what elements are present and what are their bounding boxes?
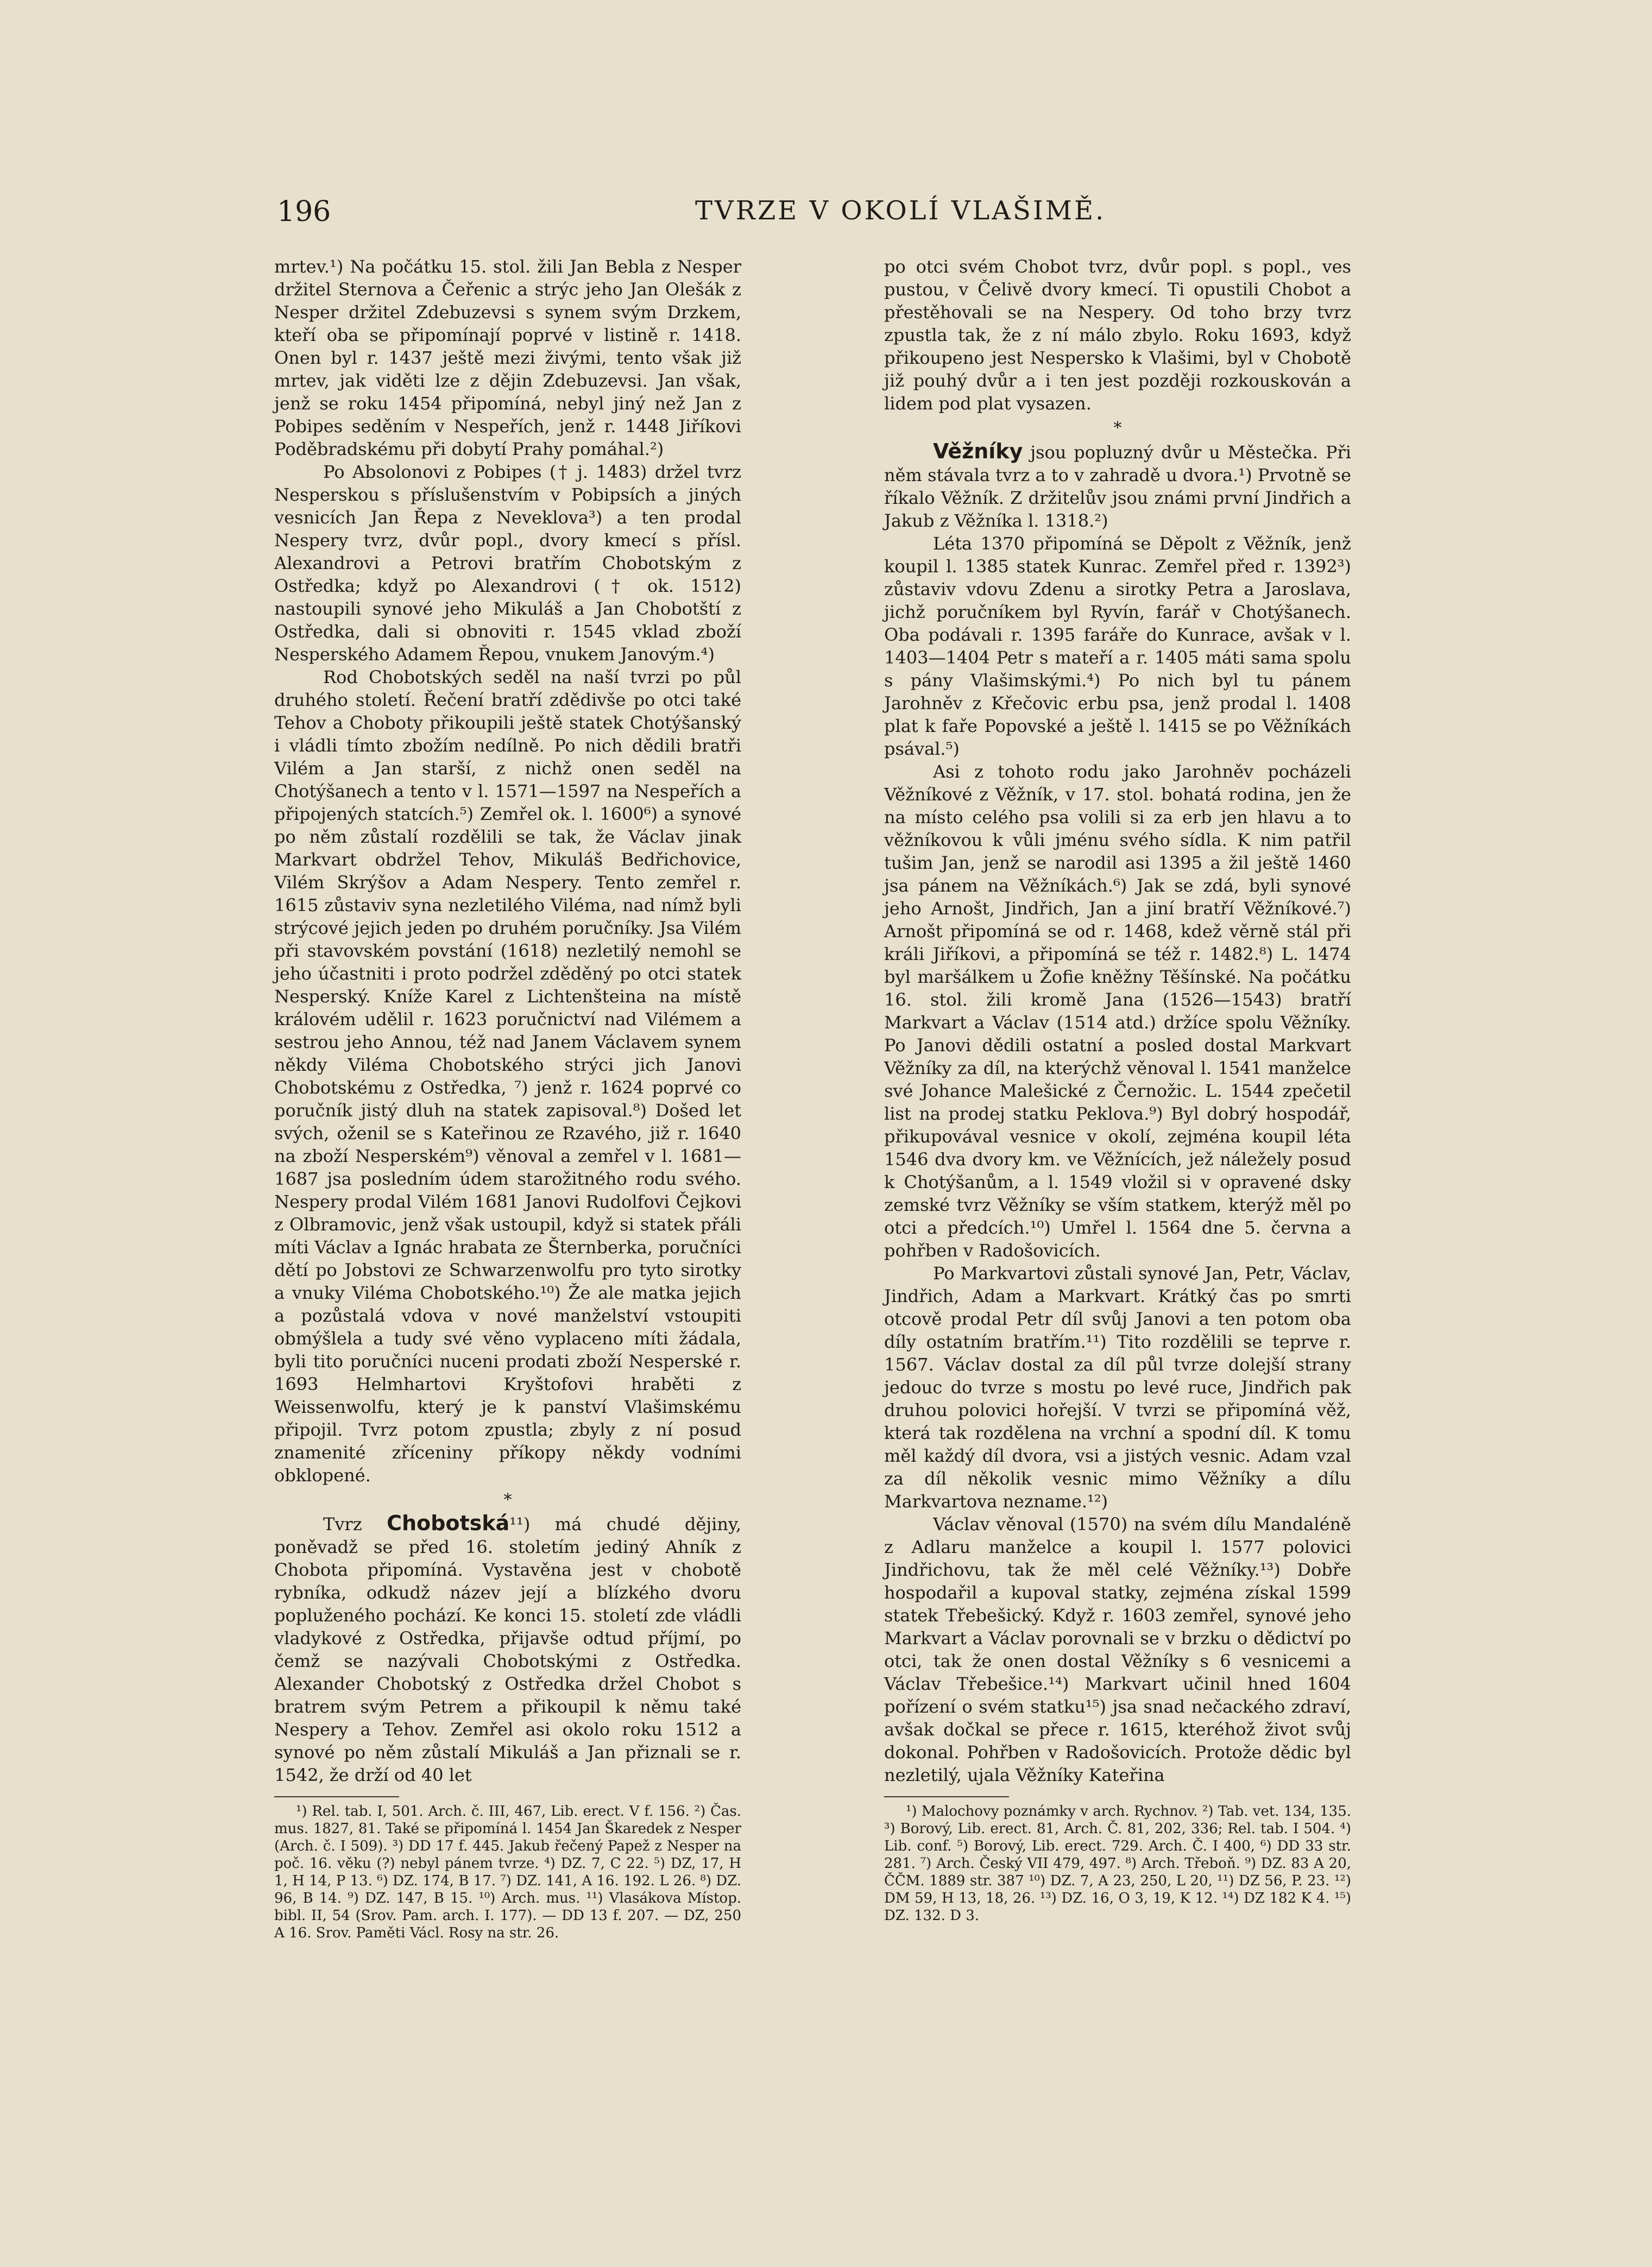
left-column xyxy=(274,255,741,1942)
paragraph: Asi z tohoto rodu jako Jarohněv pocházeli Věžníkové z Věžník, v 17. stol. bohatá rodina, jen že na místo celého psa volili si za erb jen hlavu a to věžníkovou k vůli jménu svého sídla. K nim patřil tušim Jan, jenž se narodil asi 1395 a žil ještě 1460 jsa pánem na Věžníkách.⁶) Jak se zdá, byli synové jeho Arnošt, Jindřich, Jan a jiní bratří Věžníkové.⁷) Arnošt připomíná se od r. 1468, kdež věrně stál při králi Jiříkovi, a připomíná se též r. 1482.⁸) L. 1474 byl maršálkem u Žofie kněžny Těšínské. Na počátku 16. stol. žili kromě Jana (1526—1543) bratří Markvart a Václav (1514 atd.) držíce spolu Věžníky. Po Janovi dědili ostatní a posled dostal Markvart Věžníky za díl, na kterýchž věnoval l. 1541 manželce své Johance Malešické z Černožic. L. 1544 zpečetil list na prodej statku Peklova.⁹) Byl dobrý hospodář, přikupovával vesnice v okolí, zejména koupil léta 1546 dva dvory km. ve Věžnících, jež náležely posud k Chotýšanům, a l. 1549 vložil si v opravené dsky zemské tvrz Věžníky se vším statkem, kterýž měl po otci a předcích.¹⁰) Umřel l. 1564 dne 5. června a pohřben v Radošovicích. xyxy=(884,761,1351,1261)
paragraph: Léta 1370 připomíná se Děpolt z Věžník, jenž koupil l. 1385 statek Kunrac. Zemřel před r. 1392³) zůstaviv vdovu Zdenu a sirotky Petra a Jaroslava, jichž poručníkem byl Ryvín, farář v Chotýšanech. Oba podávali r. 1395 faráře do Kunrace, avšak v l. 1403—1404 Petr s mateří a r. 1405 máti sama spolu s pány Vlašimskými.⁴) Po nich byl tu pánem Jarohněv z Křečovic erbu psa, jenž prodal l. 1408 plat k faře Popovské a ještě l. 1415 se po Věžníkách psával.⁵) xyxy=(884,533,1351,759)
footnotes-left xyxy=(274,1803,741,1942)
paragraph: Po Absolonovi z Pobipes († j. 1483) držel tvrz Nesperskou s příslušenstvím v Pobipsích a jiných vesnicích Jan Řepa z Neveklova³) a ten prodal Nespery tvrz, dvůr popl., dvory kmecí s přísl. Alexandrovi a Petrovi bratřím Chobotským z Ostředka; když po Alexandrovi († ok. 1512) nastoupili synové jeho Mikuláš a Jan Chobotští z Ostředka, dali si obnoviti r. 1545 vklad zboží Nesperského Adamem Řepou, vnukem Janovým.⁴) xyxy=(274,462,741,665)
paragraph: Rod Chobotských seděl na naší tvrzi po půl druhého století. Řečení bratří zdědivše po otci také Tehov a Choboty přikoupili ještě statek Chotýšanský i vládli tímto zbožím nedílně. Po nich dědili bratři Vilém a Jan starší, z nichž onen seděl na Chotýšanech a tento v l. 1571—1597 na Nespeřích a připojených statcích.⁵) Zemřel ok. l. 1600⁶) a synové po něm zůstalí rozdělili se tak, že Václav jinak Markvart obdržel Tehov, Mikuláš Bedřichovice, Vilém Skrýšov a Adam Nespery. Tento zemřel r. 1615 zůstaviv syna nezletilého Viléma, nad nímž byli strýcové jejich jeden po druhém poručníky. Jsa Vilém při stavovském povstání (1618) nezletilý nemohl se jeho účastniti i proto podržel zděděný po otci statek Nesperský. Kníže Karel z Lichtenšteina na místě královém udělil r. 1623 poručnictví nad Vilémem a sestrou jeho Annou, též nad Janem Václavem synem někdy Viléma Chobotského strýci jich Janovi Chobotskému z Ostředka, ⁷) jenž r. 1624 poprvé co poručník jistý dluh na statek zapisoval.⁸) Došed let svých, oženil se s Kateřinou ze Rzavého, již r. 1640 na zboží Nesperském⁹) věnoval a zemřel v l. 1681—1687 jsa posledním údem starožitného rodu svého. Nespery prodal Vilém 1681 Janovi Rudolfovi Čejkovi z Olbramovic, jenž však ustoupil, když si statek přáli míti Václav a Ignác hrabata ze Šternberka, poručníci dětí po Jobstovi ze Schwarzenwolfu pro tyto sirotky a vnuky Viléma Chobotského.¹⁰) Že ale matka jejich a pozůstalá vdova v nové manželství vstoupiti obmýšlela a tudy své věno vyplaceno míti žádala, byli tito poručníci nuceni prodati zboží Nesperské r. 1693 Helmhartovi Kryštofovi hraběti z Weissenwolfu, který je k panství Vlašimskému připojil. Tvrz potom zpustla; zbyly z ní posud znamenité zříceniny příkopy někdy vodními obklopené. xyxy=(274,667,741,1486)
section-veznik xyxy=(884,440,1351,532)
paragraph: po otci svém Chobot tvrz, dvůr popl. s popl., ves pustou, v Čelivě dvory kmecí. Ti opustili Chobot a přestěhovali se na Nespery. Od toho brzy tvrz zpustla tak, že z ní málo zbylo. Roku 1693, když přikoupeno jest Nespersko k Vlašimi, byl v Chobotě již pouhý dvůr a i ten jest později rozkouskován a lidem pod plat vysazen. xyxy=(884,256,1351,414)
paragraph: Václav věnoval (1570) na svém dílu Mandaléně z Adlaru manželce a koupil l. 1577 polovici Jindřichovu, tak že měl celé Věžníky.¹³) Dobře hospodařil a kupoval statky, zejména získal 1599 statek Třebešický. Když r. 1603 zemřel, synové jeho Markvart a Václav porovnali se v brzku o dědictví po otci, tak že onen dostal Věžníky s 6 vesnicemi a Václav Třebešice.¹⁴) Markvart učinil hned 1604 pořízení o svém statku¹⁵) jsa snad nečackého zdraví, avšak dočkal se přece r. 1615, kteréhož život svůj dokonal. Pohřben v Radošovicích. Protože dědic byl nezletilý, ujala Věžníky Kateřina xyxy=(884,1514,1351,1785)
section-pre: Tvrz xyxy=(323,1514,362,1535)
section-text: jsou popluzný dvůr u Městečka. Při něm stávala tvrz a to v zahradě u dvora.¹) Prvotně se říkalo Věžník. Z držitelův jsou známi první Jindřich a Jakub z Věžníka l. 1318.²) xyxy=(884,442,1351,531)
section-lead: Chobotská xyxy=(387,1511,510,1535)
paragraph: Po Markvartovi zůstali synové Jan, Petr, Václav, Jindřich, Adam a Markvart. Krátký čas po smrti otcově prodal Petr díl svůj Janovi a ten potom oba díly ostatním bratřím.¹¹) Tito rozdělili se teprve r. 1567. Václav dostal za díl půl tvrze dolejší strany jedouc do tvrze s mostu po levé ruce, Jindřich pak druhou polovici hořejší. V tvrzi se připomíná věž, která tak rozdělena na vrchní a spodní díl. K tomu měl každý díl dvora, vsi a jistých vesnic. Adam vzal za díl několik vesnic mimo Věžníky a dílu Markvartova nezname.¹²) xyxy=(884,1263,1351,1512)
footnote-rule xyxy=(274,1796,399,1797)
section-separator: * xyxy=(1113,419,1122,438)
page-header xyxy=(277,195,1287,233)
section-lead: Věžníky xyxy=(933,439,1023,463)
paragraph: mrtev.¹) Na počátku 15. stol. žili Jan Bebla z Nesper držitel Sternova a Čeřenic a strýc jeho Jan Olešák z Nesper držitel Zdebuzevsi s synem svým Drzkem, kteří oba se připomínají poprvé v listině r. 1418. Onen byl r. 1437 ještě mezi živými, tento však již mrtev, jak viděti lze z dějin Zdebuzevsi. Jan však, jenž se roku 1454 připomíná, nebyl jiný než Jan z Pobipes seděním v Nespeřích, jenž r. 1448 Jiříkovi Poděbradskému při dobytí Prahy pomáhal.²) xyxy=(274,256,741,459)
section-chobotska xyxy=(274,1512,741,1786)
page-number: 196 xyxy=(277,195,331,228)
running-title: TVRZE V OKOLÍ VLAŠIMĚ. xyxy=(695,195,1106,226)
footnote-text: ¹) Rel. tab. I, 501. Arch. č. III, 467, Lib. erect. V f. 156. ²) Čas. mus. 1827, 81. Také se připomíná l. 1454 Jan Škaredek z Nesper (Arch. č. I 509). ³) DD 17 f. 445. Jakub řečený Papež z Nesper na poč. 16. věku (?) nebyl pánem tvrze. ⁴) DZ. 7, C 22. ⁵) DZ, 17, H 1, H 14, P 13. ⁶) DZ. 174, B 17. ⁷) DZ. 141, A 16. 192. L 26. ⁸) DZ. 96, B 14. ⁹) DZ. 147, B 15. ¹⁰) Arch. mus. ¹¹) Vlasákova Místop. bibl. II, 54 (Srov. Pam. arch. I. 177). — DD 13 f. 207. — DZ, 250 A 16. Srov. Paměti Václ. Rosy na str. 26. xyxy=(274,1803,741,1941)
right-column xyxy=(884,255,1351,1924)
footnote-text: ¹) Malochovy poznámky v arch. Rychnov. ²) Tab. vet. 134, 135. ³) Borový, Lib. erect. 81, Arch. Č. 81, 202, 336; Rel. tab. I 504. ⁴) Lib. conf. ⁵) Borový, Lib. erect. 729. Arch. Č. I 400, ⁶) DD 33 str. 281. ⁷) Arch. Český VII 479, 497. ⁸) Arch. Třeboň. ⁹) DZ. 83 A 20, ČČM. 1889 str. 387 ¹⁰) DZ. 7, A 23, 250, L 20, ¹¹) DZ 56, P. 23. ¹²) DM 59, H 13, 18, 26. ¹³) DZ. 16, O 3, 19, K 12. ¹⁴) DZ 182 K 4. ¹⁵) DZ. 132. D 3. xyxy=(884,1803,1351,1924)
section-separator: * xyxy=(503,1491,512,1510)
section-text: ¹¹) má chudé dějiny, poněvadž se před 16. stoletím jediný Ahník z Chobota připomíná. Vystavěna jest v chobotě rybníka, odkudž název její a blízkého dvoru popluženého pochází. Ke konci 15. století zde vládli vladykové z Ostředka, přijavše odtud příjmí, po čemž se nazývali Chobotskými z Ostředka. Alexander Chobotský z Ostředka držel Chobot s bratrem svým Petrem a přikoupil k němu také Nespery a Tehov. Zemřel asi okolo roku 1512 a synové po něm zůstalí Mikuláš a Jan přiznali se r. 1542, že drží od 40 let xyxy=(274,1514,742,1785)
footnotes-right xyxy=(884,1803,1351,1924)
footnote-rule xyxy=(884,1796,1009,1797)
